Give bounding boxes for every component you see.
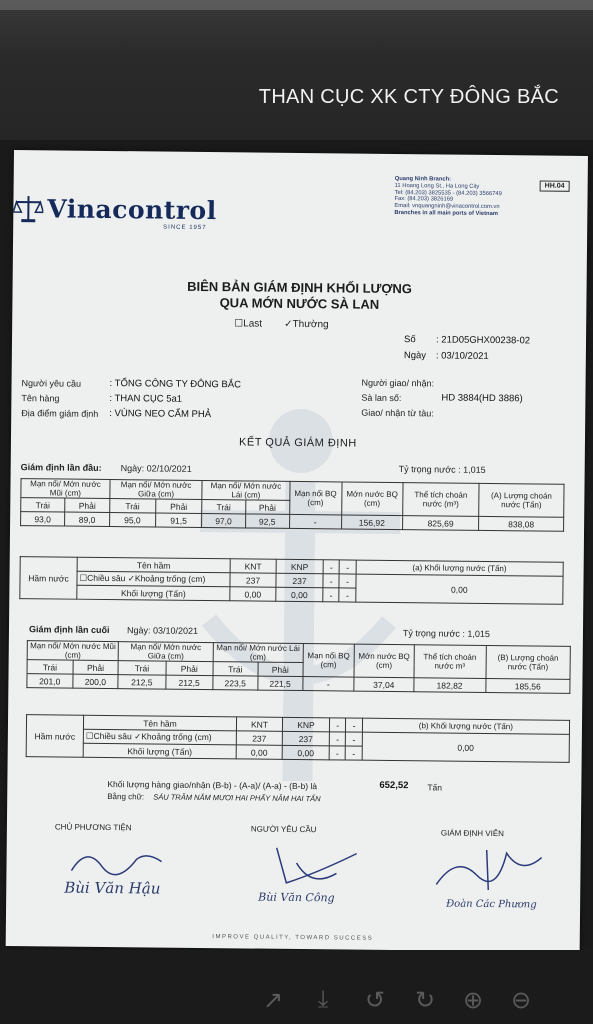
side-header: Phải [65,498,110,512]
window-title: THAN CỤC XK CTY ĐÔNG BẮC [258,86,559,108]
rotate-right-icon[interactable]: ↻ [414,987,436,1014]
form-code: HH.04 [540,181,570,192]
option-normal: ✓Thường [284,318,329,331]
header-shade [0,0,593,10]
cell: 95,0 [109,513,155,527]
tank-result-label: (a) Khối lượng nước (Tấn) [356,560,563,576]
last-tank-table [26,714,570,763]
requester-value: : TỔNG CÔNG TY ĐÔNG BẮC [109,378,242,391]
cell: - [302,677,354,692]
checkbox-empty-icon: ☐ [234,318,244,330]
cell: 92,5 [245,514,289,528]
cell: 223,5 [213,676,258,690]
option-last: ☐Last [234,318,263,330]
so-value: : 21D05GHX00238-02 [435,334,531,347]
table-header: Mạn nổi BQ (cm) [303,644,355,678]
side-header: Phải [73,660,119,674]
download-icon[interactable]: ⤓ [317,986,329,1013]
place-label: Địa điểm giám định [21,408,99,419]
cell: - [339,560,356,574]
signer-right-name: Đoàn Các Phương [446,898,537,911]
knt-header: KNT [236,717,282,731]
cell: 237 [282,731,329,745]
cell: 97,0 [202,513,245,527]
from-ship-label: Giao/ nhận từ tàu: [361,407,434,419]
logo-name: Vinacontrol [47,194,217,226]
place-value: : VÙNG NEO CẨM PHẢ [109,408,212,421]
summary-formula: Khối lượng hàng giao/nhận (B-b) - (A-a)/ (A-a) - (B-b) là [107,779,318,792]
table-header: Thể tích choán nước m³ [414,645,486,679]
requester-label: Người yêu cầu [21,378,82,389]
cell: 200,0 [72,674,118,688]
tank-result-label: (b) Khối lượng nước (Tấn) [362,718,569,734]
deliver-label: Người giao/ nhận: [361,377,435,389]
tank-space-row-label: ☐Chiều sâu ✓Khoảng trống (cm) [77,571,230,587]
table-header: Mạn nổi/ Mớn nước Lái (cm) [213,643,303,663]
table-header: Mạn nổi/ Mớn nước Giữa (cm) [110,480,203,500]
branch-line: Email: vnquangninh@vinacontrol.com.vn [394,203,500,211]
cell: - [289,514,341,529]
cell: 156,92 [341,515,402,530]
cell: 93,0 [21,512,65,526]
cell: - [329,718,346,732]
cell: 185,56 [486,678,570,693]
summary-words: SÁU TRĂM NĂM MƯƠI HAI PHẨY NĂM HAI TẤN [153,792,321,804]
side-header: Phải [245,500,289,514]
last-draft-table [26,640,570,694]
cell: 89,0 [65,512,110,526]
cell: 221,5 [258,676,303,690]
signer-left-title: CHỦ PHƯƠNG TIỆN [54,822,132,833]
signer-mid-title: NGƯỜI YÊU CẦU [250,824,317,835]
viewer-header [0,0,593,140]
cell: 825,69 [402,516,478,531]
barge-label: Sà lan số: [361,392,402,404]
tank-side-label: Hầm nước [26,715,83,758]
branch-line: Branches in all main ports of Vietnam [394,209,499,218]
doc-title-1: BIÊN BẢN GIÁM ĐỊNH KHỐI LƯỢNG [187,278,413,297]
tank-name-header: Tên hầm [77,557,230,573]
signature-mid [256,843,367,894]
goods-value: : THAN CỤC 5a1 [109,393,183,405]
last-density: Tỷ trọng nước : 1,015 [402,628,490,640]
table-header: Mạn nổi BQ (cm) [289,481,341,515]
side-header: Trái [27,660,73,674]
summary-words-label: Bằng chữ: [107,792,145,802]
cell: - [339,588,356,602]
document-photo [6,150,588,952]
cell: 838,08 [479,516,564,531]
cell: - [346,718,363,732]
cell: - [323,560,340,574]
side-header: Trái [110,499,156,513]
checkmark-icon: ✓ [284,318,293,330]
last-survey-label: Giám định lần cuối [28,624,110,636]
summary-unit: Tấn [427,782,443,793]
tank-side-label: Hầm nước [20,557,77,600]
first-survey-label: Giám định lần đầu: [20,462,102,473]
barge-value: HD 3884(HD 3886) [441,392,523,405]
cell: 37,04 [354,677,414,692]
table-header: Mạn nổi/ Mớn nước Mũi (cm) [21,479,110,499]
viewer-toolbar [0,950,593,1024]
knt-header: KNT [230,559,276,573]
tank-mass-label: Khối lượng (Tấn) [83,743,236,759]
last-survey-date: Ngày: 03/10/2021 [126,625,199,636]
checkbox-empty-icon: ☐ [85,730,94,741]
footer-slogan: IMPROVE QUALITY, TOWARD SUCCESS [212,934,374,942]
cell: 0,00 [276,587,323,601]
cell: 0,00 [236,745,282,759]
signature-right [426,844,547,895]
signature-left [66,841,166,882]
tank-mass-label: Khối lượng (Tấn) [77,585,230,601]
side-header: Trái [118,661,165,675]
cell: 0,00 [282,745,329,759]
doc-title-2: QUA MỚN NƯỚC SÀ LAN [219,295,380,312]
side-header: Trái [213,662,258,676]
checkmark-icon: ✓ [134,731,142,742]
cell: 212,5 [118,675,165,689]
zoom-out-icon[interactable]: ⊖ [510,987,532,1014]
first-survey-date: Ngày: 02/10/2021 [120,463,192,474]
first-density: Tỷ trọng nước : 1,015 [398,464,486,475]
side-header: Trái [21,498,65,512]
summary-value: 652,52 [379,779,409,792]
first-draft-table [20,478,564,532]
cell: - [339,574,356,588]
cell: - [323,588,340,602]
signer-left-name: Bùi Văn Hậu [64,878,161,898]
tank-name-header: Tên hầm [83,715,236,731]
zoom-in-icon[interactable]: ⊕ [462,987,484,1014]
cell: - [346,732,363,746]
cell: 212,5 [165,675,212,689]
cell: - [346,746,363,760]
so-label: Số [403,334,416,346]
result-title: KẾT QUẢ GIÁM ĐỊNH [239,436,357,450]
signer-right-title: GIÁM ĐỊNH VIÊN [440,828,505,839]
cell: 237 [276,573,323,587]
signer-mid-name: Bùi Văn Công [258,890,335,905]
cell: - [329,746,346,760]
side-header: Phải [166,661,213,675]
side-header: Phải [258,662,303,676]
side-header: Trái [202,499,245,513]
branch-line: 11 Hoang Long St., Ha Long City [394,182,480,190]
branch-line: Quang Ninh Branch: [394,175,452,183]
branch-line: Fax: (84.203) 3826169 [394,196,454,203]
cell: 91,5 [155,513,202,527]
table-header: Mạn nổi/ Mớn nước Giữa (cm) [118,642,213,662]
checkbox-empty-icon: ☐ [79,572,88,583]
scales-logo-icon [13,194,43,224]
cell: - [329,732,346,746]
cell: - [323,574,340,588]
knp-header: KNP [276,559,323,573]
tank-result-value: 0,00 [362,732,570,762]
table-header: Mạn nổi/ Mớn nước Mũi (cm) [27,641,118,661]
checkmark-icon: ✓ [127,573,135,584]
branch-line: Tel: (84.203) 3825535 - (84.203) 3566749 [394,189,502,197]
cell: 182,82 [413,678,485,693]
table-header: Thể tích choán nước (m³) [403,483,480,517]
logo-since: SINCE 1957 [163,224,207,232]
first-tank-table [19,556,563,605]
table-header: Mớn nước BQ (cm) [354,644,414,678]
tank-result-value: 0,00 [356,574,564,604]
table-header: (B) Lượng choán nước (Tấn) [486,645,571,679]
cell: 237 [230,573,276,587]
side-header: Phải [155,499,202,513]
cell: 0,00 [230,587,276,601]
cell: 237 [236,731,282,745]
branch-info [394,176,502,218]
knp-header: KNP [282,717,329,731]
vinacontrol-logo [13,194,223,236]
table-header: (A) Lượng choán nước (Tấn) [479,483,564,517]
table-header: Mạn nổi/ Mớn nước Lái (cm) [202,480,290,500]
goods-label: Tên hàng [21,393,60,404]
tank-space-row-label: ☐Chiều sâu ✓Khoảng trống (cm) [83,729,236,745]
table-header: Mớn nước BQ (cm) [341,482,403,516]
rotate-left-icon[interactable]: ↺ [364,987,386,1014]
share-icon[interactable]: ↗ [262,987,284,1014]
ngay-value: : 03/10/2021 [435,350,489,362]
ngay-label: Ngày [403,350,427,362]
cell: 201,0 [27,674,73,688]
